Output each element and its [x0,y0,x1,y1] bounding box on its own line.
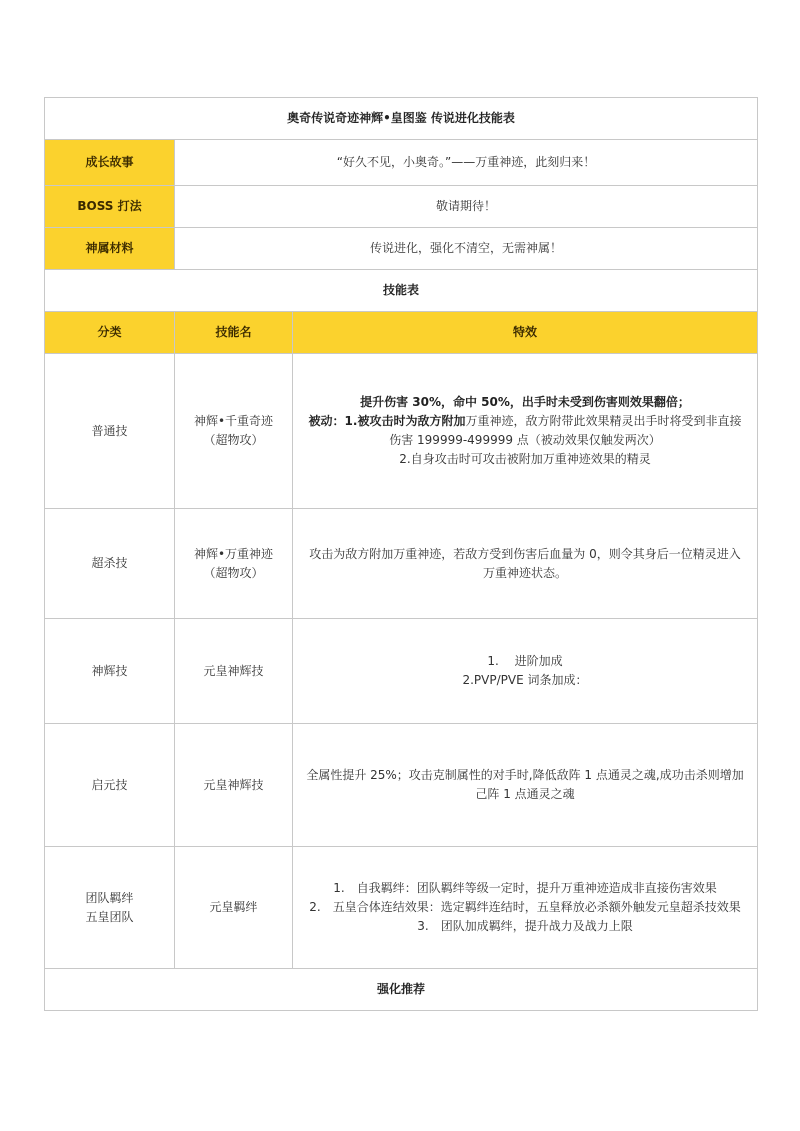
skill-category: 超杀技 [45,509,175,619]
skills-section-title: 技能表 [45,270,758,312]
effect-line: 提升伤害 30%，命中 50%，出手时未受到伤害则效果翻倍； [360,395,690,409]
skill-name-type: （超物攻） [203,565,264,580]
skill-name [175,509,293,619]
skill-category-line: 五皇团队 [85,909,134,924]
effect-line [299,412,751,431]
effect-line: 己阵 1 点通灵之魂 [475,787,575,801]
footer-section-row [45,969,758,1011]
skill-category: 神辉技 [45,619,175,724]
effect-line: 3. 团队加成羁绊，提升战力及战力上限 [417,919,633,933]
skill-name-type: （超物攻） [203,433,264,447]
effect-line: 1. 进阶加成 [487,654,563,668]
skill-row-ultimate [45,509,758,619]
skill-category [45,847,175,969]
skill-category: 普通技 [45,354,175,509]
info-row-boss [45,186,758,228]
info-value-story: “好久不见，小奥奇。”——万重神迹，此刻归来！ [175,140,758,186]
info-row-story [45,140,758,186]
skill-name: 元皇羁绊 [175,847,293,969]
info-value-boss: 敬请期待！ [175,186,758,228]
skills-section-row [45,270,758,312]
info-label-material: 神属材料 [45,228,175,270]
info-label-story: 成长故事 [45,140,175,186]
effect-line: 伤害 199999-499999 点（被动效果仅触发两次） [389,433,661,447]
skills-header-row [45,312,758,354]
skill-category: 启元技 [45,724,175,847]
skill-effect [293,509,758,619]
skill-name: 元皇神辉技 [175,619,293,724]
effect-passive-rest: 万重神迹，敌方附带此效果精灵出手时将受到非直接 [465,414,742,428]
skill-name: 元皇神辉技 [175,724,293,847]
enhance-section-title: 强化推荐 [45,969,758,1011]
skill-category-line: 团队羁绊 [85,890,134,905]
effect-line: 全属性提升 25%；攻击克制属性的对手时,降低敌阵 1 点通灵之魂,成功击杀则增加 [306,768,744,782]
title-row [45,98,758,140]
skill-row-divine [45,619,758,724]
skill-name [175,354,293,509]
skill-effect [293,354,758,509]
skill-row-qiyuan [45,724,758,847]
effect-passive-prefix: 被动：1.被攻击时为敌方附加 [308,414,466,428]
header-skill-name: 技能名 [175,312,293,354]
effect-line: 2.自身攻击时可攻击被附加万重神迹效果的精灵 [399,452,651,466]
skill-effect [293,619,758,724]
skill-effect [293,724,758,847]
info-label-boss: BOSS 打法 [45,186,175,228]
header-category: 分类 [45,312,175,354]
info-row-material [45,228,758,270]
skill-name-line: 神辉•万重神迹 [193,546,274,561]
skill-row-team [45,847,758,969]
effect-line: 2. 五皇合体连结效果：选定羁绊连结时，五皇释放必杀额外触发元皇超杀技效果 [309,900,741,914]
skill-effect [293,847,758,969]
info-value-material: 传说进化，强化不清空，无需神属！ [175,228,758,270]
effect-line: 1. 自我羁绊：团队羁绊等级一定时，提升万重神迹造成非直接伤害效果 [333,881,717,895]
effect-line: 2.PVP/PVE 词条加成： [462,673,588,687]
header-effect: 特效 [293,312,758,354]
skill-row-normal [45,354,758,509]
document-title: 奥奇传说奇迹神辉•皇图鉴 传说进化技能表 [45,98,758,140]
skill-document-table [44,97,758,1011]
effect-line: 万重神迹状态。 [483,565,568,580]
skill-name-line: 神辉•千重奇迹 [193,414,274,428]
effect-line: 攻击为敌方附加万重神迹，若敌方受到伤害后血量为 0，则令其身后一位精灵进入 [309,546,741,561]
